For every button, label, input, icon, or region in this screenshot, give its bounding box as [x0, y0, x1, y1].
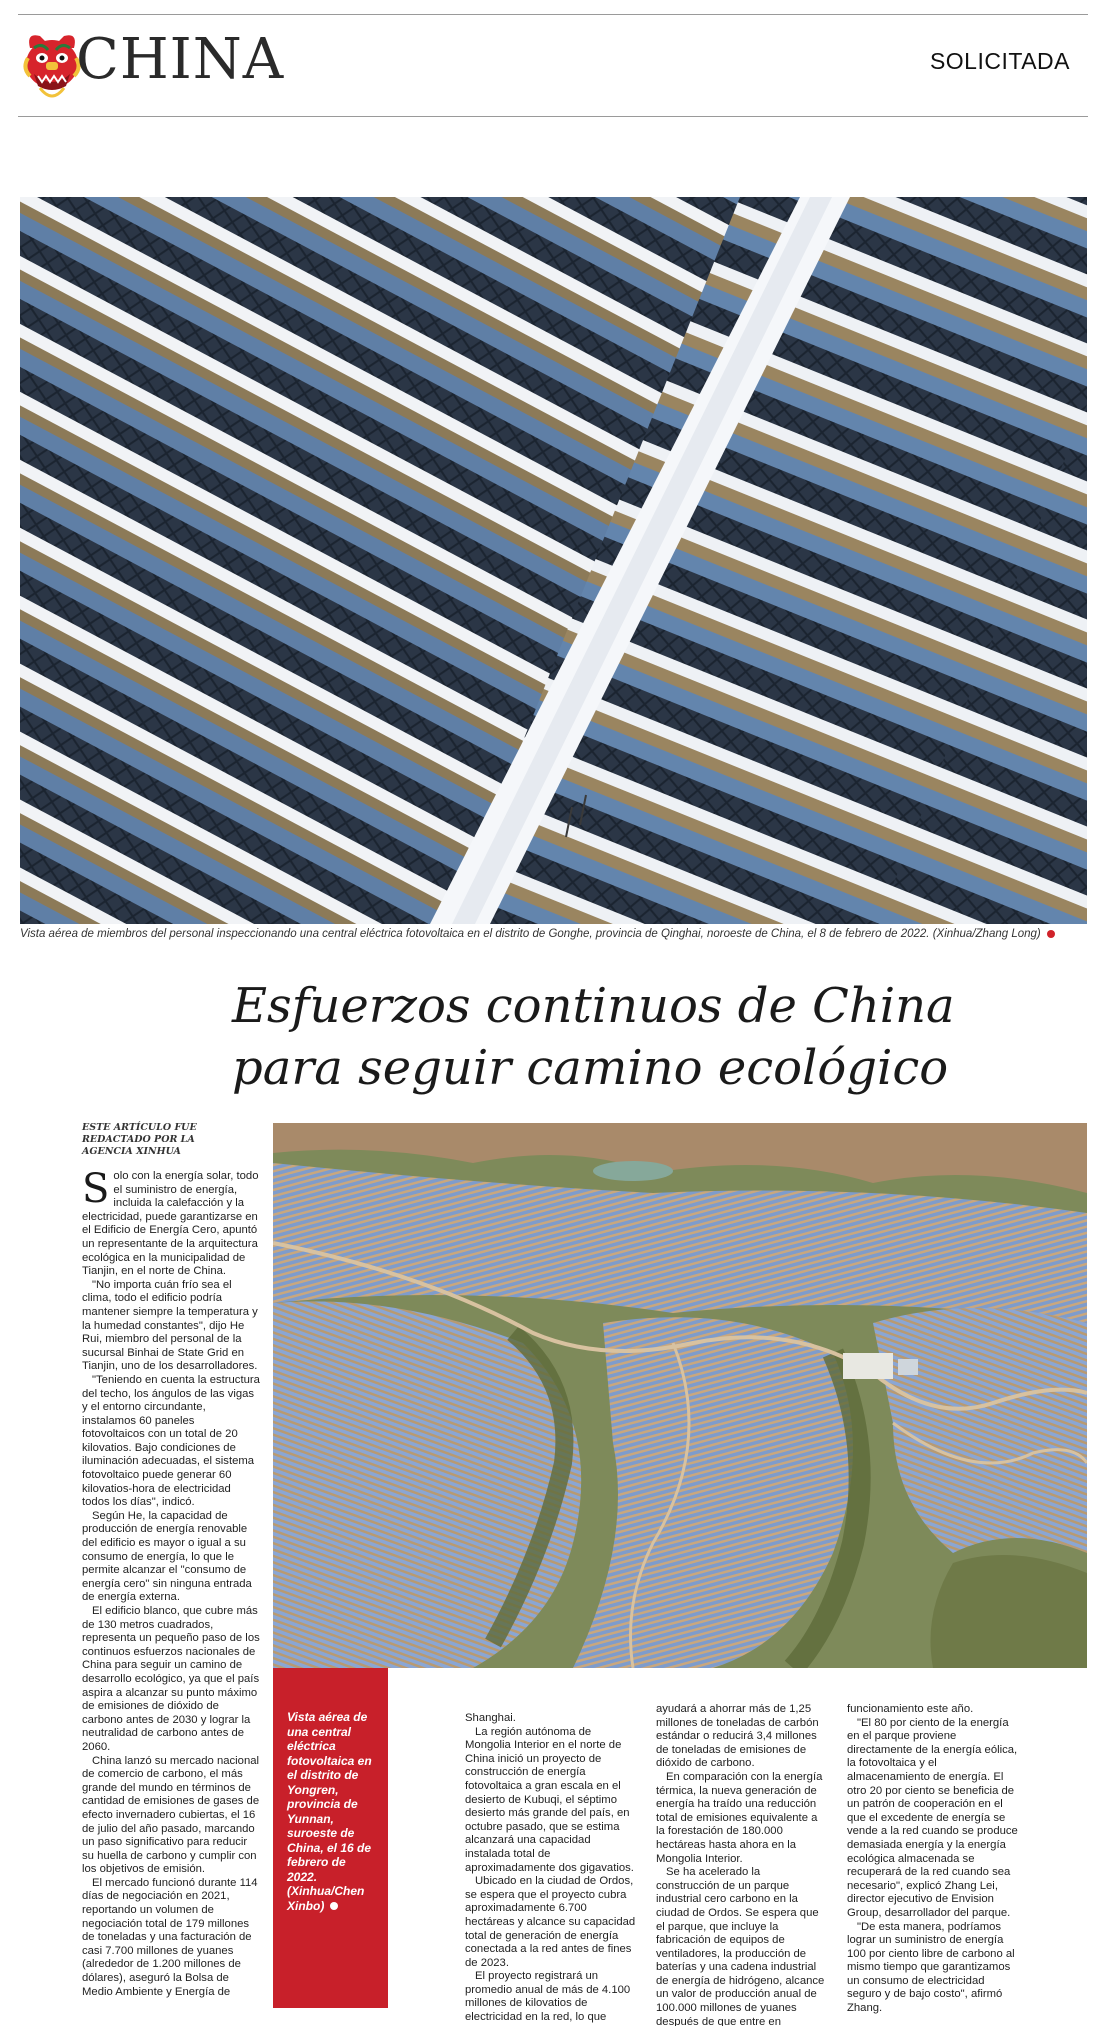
article-column-5: [847, 1703, 1019, 2026]
article-paragraph: Solo con la energía solar, todo el suministro de energía, incluida la calefacción y la electricidad, puede garantizarse en el Edificio de Energía Cero, apuntó un representante de la arquitectura ecológica en la municipalidad de Tianjin, en el norte de China.: [82, 1170, 259, 1278]
article-paragraph: El proyecto registrará un promedio anual de más de 4.100 millones de kilovatios de electricidad en la red, lo que: [465, 1970, 631, 2024]
article-paragraph: funcionamiento este año.: [847, 1703, 974, 1715]
article-paragraph: El edificio blanco, que cubre más de 130 metros cuadrados, representa un pequeño paso de los continuos esfuerzos nacionales de China para seguir un camino de desarrollo ecológico, ya que el país aspira a alcanzar su punto máximo de emisiones de dióxido de carbono antes de 2030 y lograr la neutralidad de carbono antes de 2060.: [82, 1605, 260, 1753]
byline: ESTE ARTÍCULO FUE REDACTADO POR LA AGENCIA XINHUA: [82, 1122, 197, 1157]
article-paragraph: "De esta manera, podríamos lograr un suministro de energía 100 por ciento libre de carbono al mismo tiempo que garantizamos un consumo de electricidad seguro y de bajo costo", afirmó Zhang.: [847, 1920, 1015, 2015]
article-paragraph: "No importa cuán frío sea el clima, todo el edificio podría mantener siempre la temperatura y la humedad constantes", dijo He Rui, miembro del personal de la sucursal Binhai de State Grid en Tianjin, uno de los desarrolladores.: [82, 1278, 258, 1373]
article-paragraph: China lanzó su mercado nacional de comercio de carbono, el más grande del mundo en términos de cantidad de emisiones de gases de efecto invernadero cubiertas, el 16 de julio del año pasado, marcando un paso significativo para reducir su huella de carbono y cumplir con los objetivos de emisión.: [82, 1754, 260, 1876]
mountain-solar-farm-photo: [273, 1123, 1087, 1668]
headline: [232, 975, 992, 1099]
article-column-4: [656, 1703, 826, 2026]
article-paragraph: ayudará a ahorrar más de 1,25 millones de toneladas de carbón estándar o reducirá 3,4 millones de toneladas de emisiones de dióxido de carbono.: [656, 1703, 819, 1770]
article-paragraph: En comparación con la energía térmica, la nueva generación de energía ha traído una reducción total de emisiones equivalente a la forestación de 180.000 hectáreas hasta ahora en la Mongolia Interior.: [656, 1770, 823, 1865]
article-paragraph: "Teniendo en cuenta la estructura del techo, los ángulos de las vigas y el entorno circundante, instalamos 60 paneles fotovoltaicos con un total de 20 kilovatios. Bajo condiciones de iluminación adecuadas, el sistema fotovoltaico puede generar 60 kilovatios-hora de electricidad todos los días", indicó.: [82, 1373, 260, 1509]
drop-cap: S: [82, 1170, 110, 1212]
article-paragraph: El mercado funcionó durante 114 días de negociación en 2021, reportando un volumen de negociación total de 179 millones de toneladas y una facturación de casi 7.700 millones de yuanes (alrededor de 1.200 millones de dólares), aseguró la Bolsa de Medio Ambiente y Energía de: [82, 1876, 258, 1998]
headline-line-2: para seguir camino ecológico: [232, 1040, 949, 1096]
article-column-1: [82, 1170, 260, 2022]
article-paragraph: Ubicado en la ciudad de Ordos, se espera que el proyecto cubra aproximadamente 6.700 hectáreas y alcance su capacidad total de generación de energía conectada a la red antes de fines de 2023.: [465, 1875, 636, 1969]
solar-panels-snow-illustration: [20, 197, 1087, 924]
lion-head-icon: [20, 28, 84, 104]
red-bullet-icon: [1047, 930, 1055, 938]
article-paragraph: Según He, la capacidad de producción de energía renovable del edificio es mayor o igual a su consumo de energía, lo que le permite alcanzar el "consumo de energía cero" sin ninguna entrada de energía externa.: [82, 1509, 252, 1604]
photo-caption-text: Vista aérea de una central eléctrica fotovoltaica en el distrito de Yongren, provincia de Yunnan, suroeste de China, el 16 de febrero de 2022. (Xinhua/Chen Xinbo): [287, 1710, 372, 1913]
top-rule: [18, 14, 1088, 15]
masthead-rule: [18, 116, 1088, 117]
photo-caption: Vista aérea de miembros del personal inspeccionando una central eléctrica fotovoltaica en el distrito de Gonghe, provincia de Qinghai, noroeste de China, el 8 de febrero de 2022. (Xinhua/Zhang Long): [20, 928, 1087, 940]
article-paragraph: La región autónoma de Mongolia Interior en el norte de China inició un proyecto de construcción de energía fotovoltaica a gran escala en el desierto de Kubuqi, el séptimo desierto más grande del país, en octubre pasado, que se estima alcanzará una capacidad instalada total de aproximadamente dos gigavatios.: [465, 1725, 634, 1874]
article-paragraph: "El 80 por ciento de la energía en el parque proviene directamente de la energía eólica, la fotovoltaica y el almacenamiento de energía. El otro 20 por ciento se beneficia de un patrón de cooperación en el que el excedente de energía se vende a la red cuando se produce demasiada energía y la energía ecológica almacenada se recuperará de la red cuando sea necesario", explicó Zhang Lei, director ejecutivo de Envision Group, desarrollador del parque.: [847, 1716, 1018, 1919]
article-column-3: [465, 1712, 637, 2026]
section-label: SOLICITADA: [929, 48, 1070, 74]
headline-line-1: Esfuerzos continuos de China: [232, 978, 955, 1034]
photo-caption-box: [273, 1668, 388, 2008]
article-paragraph: Se ha acelerado la construcción de un parque industrial cero carbono en la ciudad de Ordos. Se espera que el parque, que incluye la fabricación de equipos de ventiladores, la producción de baterías y una cadena industrial de energía de hidrógeno, alcance un valor de producción anual de 100.000 millones de yuanes después de que entre en: [656, 1866, 825, 2026]
mountain-solar-farm-illustration: [273, 1123, 1087, 1668]
article-paragraph: Shanghai.: [465, 1712, 516, 1724]
brand-title: CHINA: [76, 27, 285, 92]
solar-panels-snow-photo: [20, 197, 1087, 924]
white-bullet-icon: [330, 1902, 338, 1910]
masthead: [20, 28, 1088, 108]
